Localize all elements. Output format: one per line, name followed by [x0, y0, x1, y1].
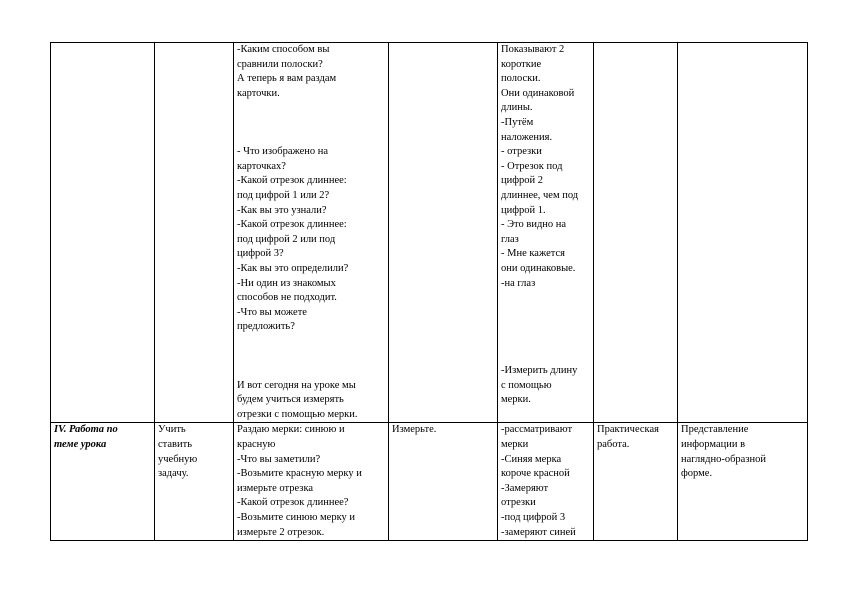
methods-text: Измерьте.	[392, 424, 437, 436]
result-cell	[678, 423, 808, 541]
stage-cell	[51, 423, 155, 541]
work-form-cell	[594, 43, 678, 423]
result-cell	[678, 43, 808, 423]
teacher-activity-cell	[234, 43, 389, 423]
student-activity-cell	[498, 43, 594, 423]
table-row	[51, 423, 808, 541]
goal-cell	[155, 423, 234, 541]
student-activity-text: -рассматривают мерки -Синяя мерка короче красной -Замеряют отрезки -под цифрой 3 -замеряют синей	[501, 424, 576, 538]
goal-cell	[155, 43, 234, 423]
student-activity-text: Показывают 2 короткие полоски. Они одинаковой длины. -Путём наложения. - отрезки - Отрезок под цифрой 2 длиннее, чем под цифрой 1. - Это видно на глаз - Мне кажется они одинаковые. -на глаз -Измерить длину с помощью мерки.	[501, 44, 579, 406]
lesson-plan-table	[50, 42, 808, 541]
teacher-activity-text: Раздаю мерки: синюю и красную -Что вы заметили? -Возьмите красную мерку и измерьте отрезка -Какой отрезок длиннее? -Возьмите синюю мерку и измерьте 2 отрезок.	[237, 424, 362, 538]
stage-text: IV. Работа по теме урока	[54, 424, 118, 451]
methods-cell	[389, 423, 498, 541]
goal-text: Учить ставить учебную задачу.	[158, 424, 198, 480]
teacher-activity-cell	[234, 423, 389, 541]
student-activity-cell	[498, 423, 594, 541]
teacher-activity-text: -Каким способом вы сравнили полоски? А теперь я вам раздам карточки. - Что изображено на карточках? -Какой отрезок длиннее: под цифрой 1 или 2? -Как вы это узнали? -Какой отрезок длиннее: под цифрой 2 или под цифрой 3? -Как вы это определили? -Ни один из знакомых способов не подходит. -Что вы можете предложить? И вот сегодня на уроке мы будем учиться измерять отрезки с помощью мерки.	[237, 44, 358, 420]
stage-cell	[51, 43, 155, 423]
result-text: Представление информации в наглядно-образной форме.	[681, 424, 766, 480]
work-form-cell	[594, 423, 678, 541]
table-row	[51, 43, 808, 423]
methods-cell	[389, 43, 498, 423]
work-form-text: Практическая работа.	[597, 424, 659, 451]
